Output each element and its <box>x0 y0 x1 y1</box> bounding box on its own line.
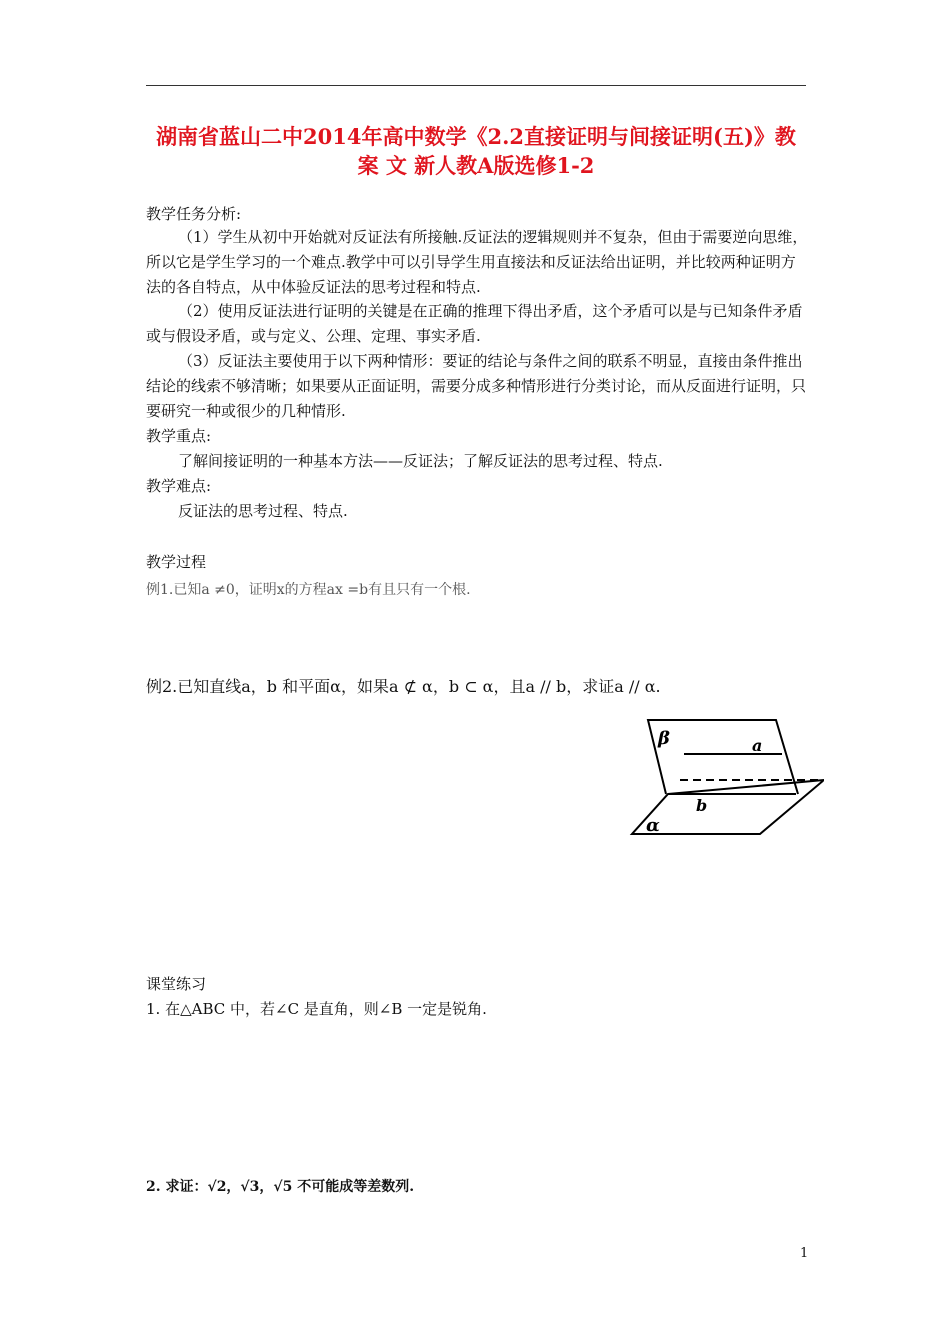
analysis-heading: 教学任务分析: <box>146 205 242 223</box>
planes-figure <box>628 714 824 840</box>
label-a: a <box>752 736 763 755</box>
document-title-line-2: 案 文 新人教A版选修1-2 <box>357 153 595 178</box>
difficulty-heading: 教学难点: <box>146 477 212 495</box>
practice-question-2: 2. 求证：√2，√3，√5 不可能成等差数列. <box>146 1179 415 1195</box>
focus-content: 了解间接证明的一种基本方法——反证法；了解反证法的思考过程、特点. <box>178 452 663 470</box>
label-b: b <box>696 796 708 815</box>
document-title-line-1: 湖南省蓝山二中2014年高中数学《2.2直接证明与间接证明(五)》教 <box>156 124 796 149</box>
page-number: 1 <box>800 1246 809 1261</box>
practice-question-1: 1. 在△ABC 中，若∠C 是直角，则∠B 一定是锐角. <box>146 1000 487 1018</box>
analysis-item-1: （1）学生从初中开始就对反证法有所接触.反证法的逻辑规则并不复杂，但由于需要逆向思维，所以它是学生学习的一个难点.教学中可以引导学生用直接法和反证法给出证明，并比较两种证明方法的各自特点，从中体验反证法的思考过程和特点. <box>146 228 808 296</box>
practice-heading: 课堂练习 <box>146 975 207 993</box>
example-1: 例1.已知a ≠0，证明x的方程ax =b有且只有一个根. <box>146 582 471 598</box>
analysis-item-2: （2）使用反证法进行证明的关键是在正确的推理下得出矛盾，这个矛盾可以是与已知条件矛盾或与假设矛盾，或与定义、公理、定理、事实矛盾. <box>146 302 803 345</box>
label-alpha: α <box>646 815 660 836</box>
process-heading: 教学过程 <box>146 553 207 571</box>
label-beta: β <box>658 728 670 749</box>
plane-alpha <box>632 780 824 834</box>
example-2: 例2.已知直线a，b 和平面α，如果a ⊄ α，b ⊂ α，且a // b，求证a // α. <box>146 677 661 696</box>
analysis-item-3: （3）反证法主要使用于以下两种情形：要证的结论与条件之间的联系不明显，直接由条件推出结论的线索不够清晰；如果要从正面证明，需要分成多种情形进行分类讨论，而从反面进行证明，只要研究一种或很少的几种情形. <box>146 352 807 420</box>
focus-heading: 教学重点: <box>146 427 212 445</box>
header-rule <box>146 85 806 86</box>
difficulty-content: 反证法的思考过程、特点. <box>178 502 348 520</box>
plane-beta <box>648 720 798 794</box>
